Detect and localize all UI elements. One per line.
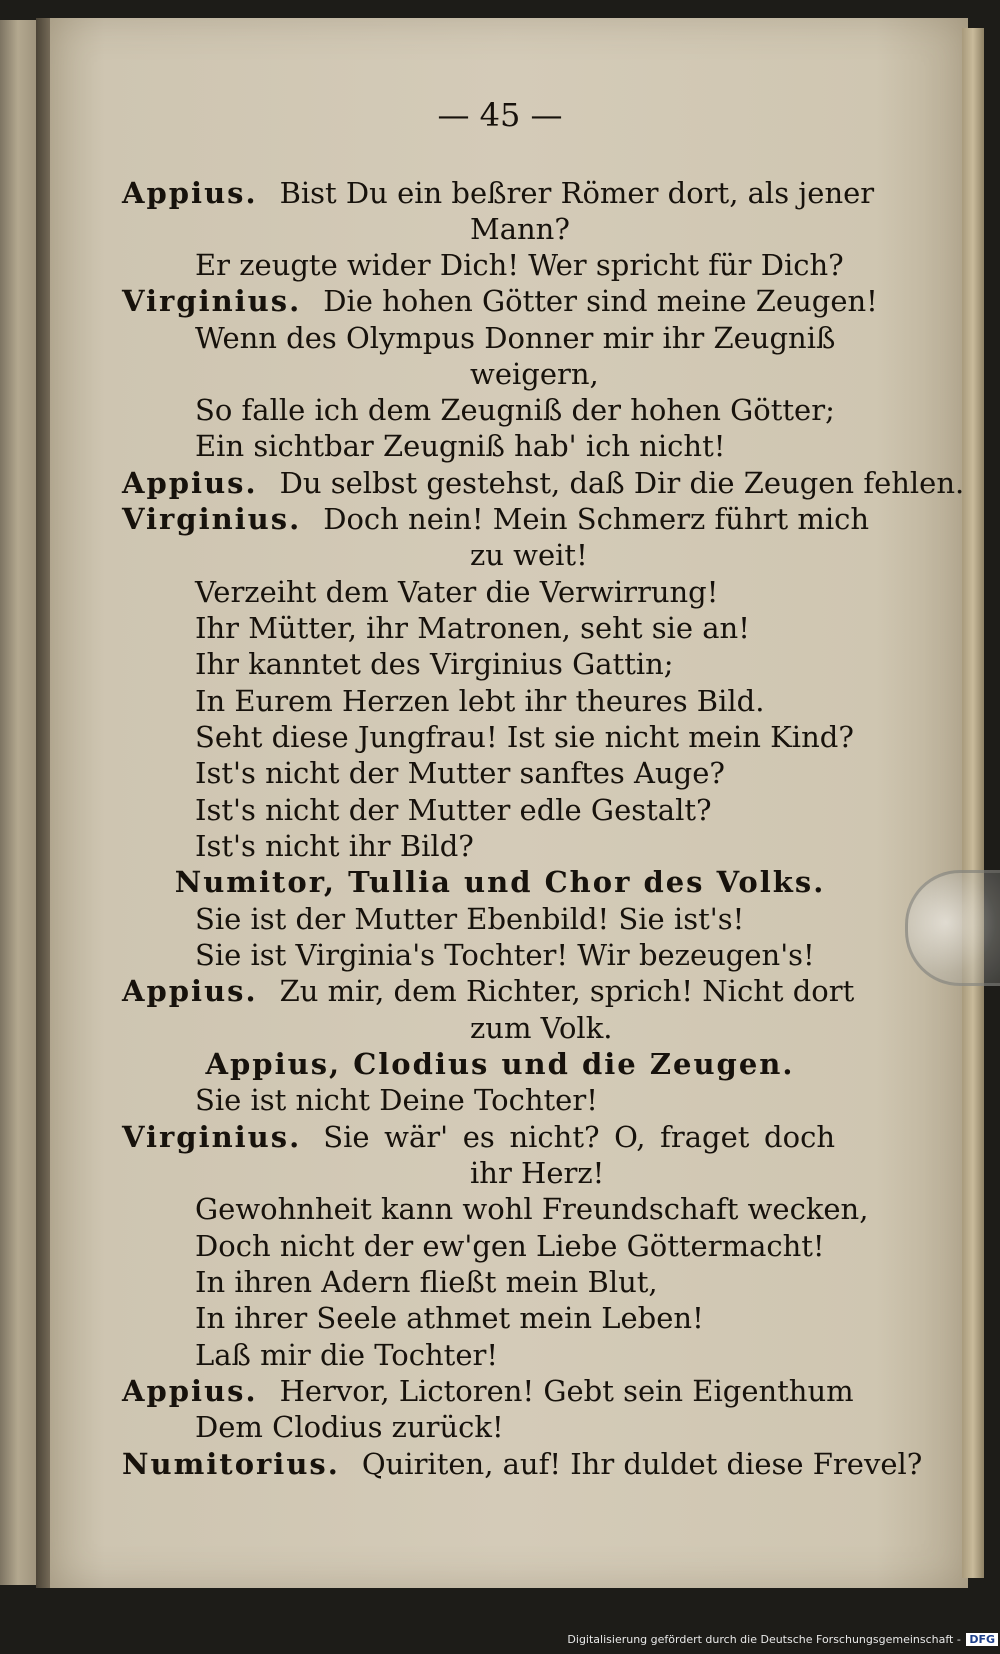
text-line (122, 1119, 835, 1155)
text-line: Ist's nicht der Mutter edle Gestalt? (195, 793, 712, 827)
speaker-name: Virginius. (122, 502, 302, 536)
text-line: Sie ist Virginia's Tochter! Wir bezeugen's! (195, 938, 815, 972)
text-line (122, 283, 878, 319)
stage-speaker-line (0, 864, 1000, 900)
text-line: Ein sichtbar Zeugniß hab' ich nicht! (195, 429, 726, 463)
speaker-name: Numitorius. (122, 1447, 340, 1481)
page-number: — 45 — (437, 96, 563, 134)
speaker-name: Virginius. (122, 284, 302, 318)
text-line: In ihren Adern fließt mein Blut, (195, 1265, 658, 1299)
speaker-name: Appius. (122, 466, 258, 500)
speaker-name: Appius. (122, 176, 258, 210)
verse-text: Bist Du ein beßrer Römer dort, als jener (279, 176, 875, 210)
text-line: Ihr kanntet des Virginius Gattin; (195, 647, 674, 681)
text-line (122, 175, 875, 211)
text-line: Er zeugte wider Dich! Wer spricht für Dich? (195, 248, 844, 282)
text-line: Mann? (470, 212, 570, 246)
text-line: Verzeiht dem Vater die Verwirrung! (195, 575, 719, 609)
verse-text: Du selbst gestehst, daß Dir die Zeugen fehlen. (279, 466, 965, 500)
text-line: In Eurem Herzen lebt ihr theures Bild. (195, 684, 765, 718)
text-line: Laß mir die Tochter! (195, 1338, 499, 1372)
verse-text: Quiriten, auf! Ihr duldet diese Frevel? (361, 1447, 923, 1481)
text-line (122, 501, 870, 537)
text-line: Sie ist der Mutter Ebenbild! Sie ist's! (195, 902, 745, 936)
text-line: Seht diese Jungfrau! Ist sie nicht mein Kind? (195, 720, 854, 754)
text-line: zu weit! (470, 538, 588, 572)
speaker-name: Numitor, Tullia und Chor des Volks. (174, 865, 826, 899)
verse-text: Doch nein! Mein Schmerz führt mich (323, 502, 870, 536)
text-line (122, 1373, 854, 1409)
speaker-name: Appius. (122, 974, 258, 1008)
stage-speaker-line (0, 1046, 1000, 1082)
text-line (122, 465, 965, 501)
previous-page-edge (0, 20, 40, 1585)
verse-text: Die hohen Götter sind meine Zeugen! (323, 284, 878, 318)
text-line: ihr Herz! (470, 1156, 605, 1190)
text-line: weigern, (470, 357, 599, 391)
text-line: Ist's nicht ihr Bild? (195, 829, 474, 863)
text-line: zum Volk. (470, 1011, 613, 1045)
verse-text: Sie wär' es nicht? O, fraget doch (323, 1120, 835, 1154)
text-line: In ihrer Seele athmet mein Leben! (195, 1301, 704, 1335)
page-stack-edge (962, 28, 984, 1578)
text-line: Wenn des Olympus Donner mir ihr Zeugniß (195, 321, 836, 355)
text-line (122, 973, 855, 1009)
text-line (122, 1446, 923, 1482)
digitization-credit (540, 1633, 998, 1646)
text-line: Ihr Mütter, ihr Matronen, seht sie an! (195, 611, 750, 645)
text-line: So falle ich dem Zeugniß der hohen Götter; (195, 393, 835, 427)
text-line: Gewohnheit kann wohl Freundschaft wecken, (195, 1192, 869, 1226)
speaker-name: Appius, Clodius und die Zeugen. (205, 1047, 795, 1081)
speaker-name: Appius. (122, 1374, 258, 1408)
dfg-logo: DFG (966, 1633, 998, 1646)
speaker-name: Virginius. (122, 1120, 302, 1154)
text-line: Ist's nicht der Mutter sanftes Auge? (195, 756, 725, 790)
verse-text: Hervor, Lictoren! Gebt sein Eigenthum (279, 1374, 854, 1408)
credit-text: Digitalisierung gefördert durch die Deutsche Forschungsgemeinschaft - (567, 1633, 961, 1646)
text-line: Dem Clodius zurück! (195, 1410, 504, 1444)
verse-text: Zu mir, dem Richter, sprich! Nicht dort (279, 974, 855, 1008)
text-line: Doch nicht der ew'gen Liebe Göttermacht! (195, 1229, 825, 1263)
text-line: Sie ist nicht Deine Tochter! (195, 1083, 598, 1117)
